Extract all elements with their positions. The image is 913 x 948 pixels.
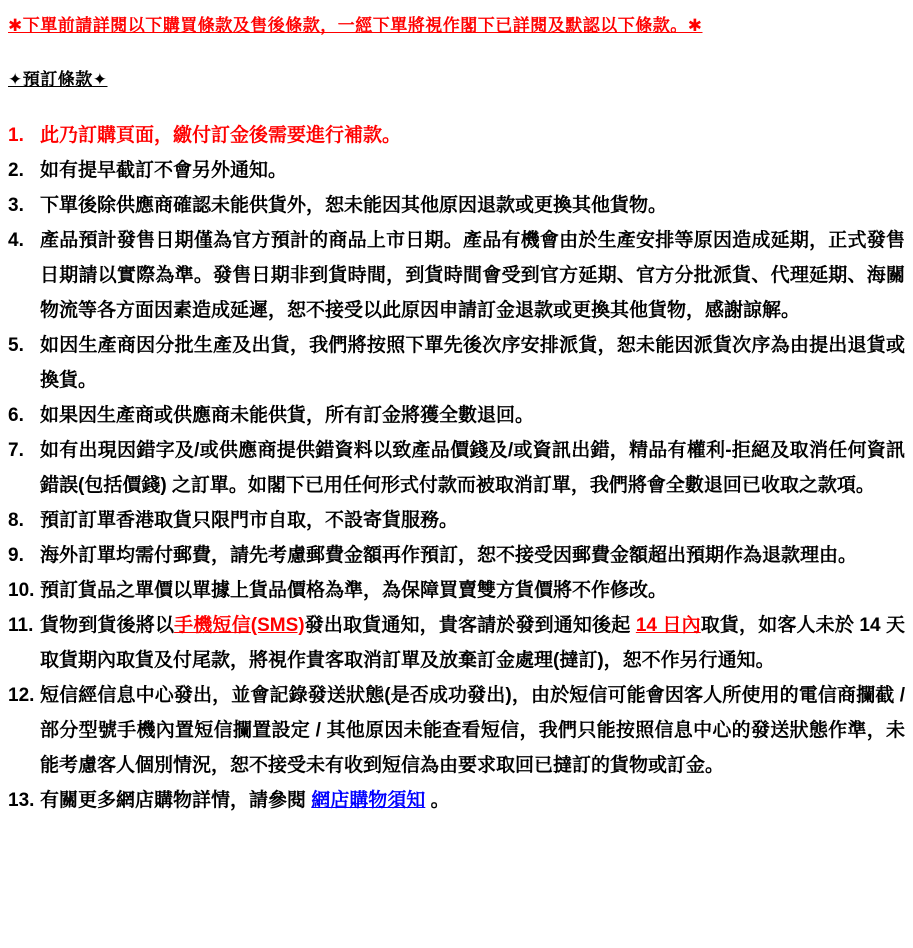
term-text [40,608,905,678]
term-text-segment: 有關更多網店購物詳情，請參閱 [40,789,312,811]
term-number: 10. [8,579,35,601]
pickup-deadline-highlight: 14 日內 [635,614,701,636]
term-number: 8. [8,509,24,531]
term-item-11 [8,608,905,678]
term-item-3 [8,188,905,223]
section-title: ✦預訂條款✦ [8,69,108,89]
term-item-8 [8,503,905,538]
sms-notification-highlight: 手機短信(SMS) [174,614,305,636]
term-number: 5. [8,334,24,356]
term-text: 如果因生產商或供應商未能供貨，所有訂金將獲全數退回。 [40,404,535,426]
term-text: 此乃訂購頁面，繳付訂金後需要進行補款。 [40,124,402,146]
term-number: 3. [8,194,24,216]
term-number: 12. [8,684,35,706]
term-item-6 [8,398,905,433]
term-text: 預訂訂單香港取貨只限門市自取，不設寄貨服務。 [40,509,459,531]
term-text: 如有出現因錯字及/或供應商提供錯資料以致產品價錢及/或資訊出錯，精品有權利-拒絕及取消任何資訊錯誤(包括價錢) 之訂單。如閣下已用任何形式付款而被取消訂單，我們將會全數退回已收取之款項。 [40,439,905,496]
term-number: 11. [8,614,34,636]
term-number: 7. [8,439,24,461]
terms-list [8,118,905,818]
term-number: 2. [8,159,24,181]
term-item-2 [8,153,905,188]
term-text: 預訂貨品之單價以單據上貨品價格為準，為保障買賣雙方貨價將不作修改。 [40,579,668,601]
purchase-notice-banner: ✱下單前請詳閱以下購買條款及售後條款，一經下單將視作閣下已詳閱及默認以下條款。✱ [8,16,703,35]
term-item-7 [8,433,905,503]
term-number: 4. [8,229,24,251]
term-item-5 [8,328,905,398]
term-text: 如因生產商因分批生產及出貨，我們將按照下單先後次序安排派貨，恕未能因派貨次序為由提出退貨或換貨。 [40,334,905,391]
term-item-13 [8,783,905,818]
term-text-segment: 貨物到貨後將以 [40,614,175,636]
term-text-segment: 取貨，如客人未於 14 天取貨期內取貨及付尾款，將視作貴客取消訂單及放棄訂金處理(撻訂)，恕不作另行通知。 [40,614,905,671]
term-item-1 [8,118,905,153]
term-item-12 [8,678,905,783]
shop-guide-link[interactable]: 網店購物須知 [311,789,426,811]
term-text: 短信經信息中心發出，並會記錄發送狀態(是否成功發出)，由於短信可能會因客人所使用的電信商攔截 / 部分型號手機內置短信攔置設定 / 其他原因未能查看短信，我們只能按照信息中心的發送狀態作準，未能考慮客人個別情況，恕不接受未有收到短信為由要求取回已撻訂的貨物或訂金。 [40,684,905,776]
term-text: 如有提早截訂不會另外通知。 [40,159,288,181]
term-number: 13. [8,789,35,811]
term-item-10 [8,573,905,608]
term-item-9 [8,538,905,573]
term-item-4 [8,223,905,328]
term-number: 1. [8,124,24,146]
term-text-segment: 。 [425,789,450,811]
term-number: 6. [8,404,24,426]
term-text [40,783,905,818]
term-text: 海外訂單均需付郵費，請先考慮郵費金額再作預訂，恕不接受因郵費金額超出預期作為退款理由。 [40,544,858,566]
term-text-segment: 發出取貨通知，貴客請於發到通知後起 [304,614,636,636]
term-number: 9. [8,544,24,566]
term-text: 下單後除供應商確認未能供貨外，恕未能因其他原因退款或更換其他貨物。 [40,194,668,216]
term-text: 產品預計發售日期僅為官方預計的商品上市日期。產品有機會由於生產安排等原因造成延期，正式發售日期請以實際為準。發售日期非到貨時間，到貨時間會受到官方延期、官方分批派貨、代理延期、海關物流等各方面因素造成延遲，恕不接受以此原因申請訂金退款或更換其他貨物，感謝諒解。 [40,229,905,321]
